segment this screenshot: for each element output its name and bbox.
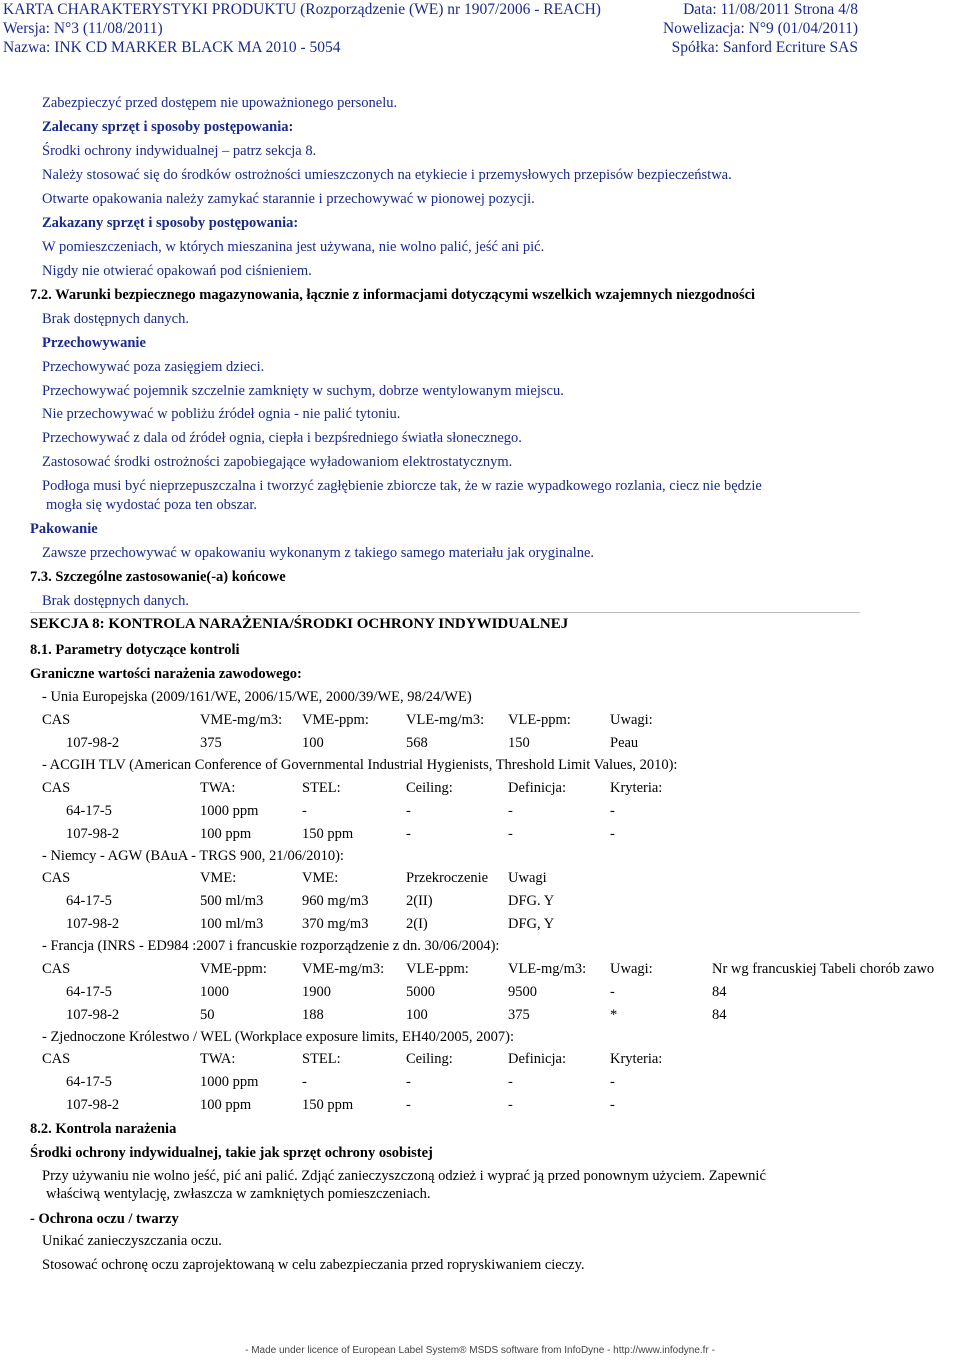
section-separator (30, 612, 860, 613)
revision: Nowelizacja: N°9 (01/04/2011) (662, 20, 858, 37)
cell: 107-98-2 (66, 826, 120, 842)
col-header: VME-mg/m3: (302, 961, 385, 977)
col-header: Ceiling: (406, 1051, 453, 1067)
eyes-title: - Ochrona oczu / twarzy (30, 1211, 179, 1227)
subsection-8-2: 8.2. Kontrola narażenia (30, 1121, 177, 1137)
eu-label: - Unia Europejska (2009/161/WE, 2006/15/WE, 2000/39/WE, 98/24/WE) (42, 689, 472, 705)
cell: 2(I) (406, 916, 428, 932)
col-header: Uwagi: (610, 712, 653, 728)
cell: - (302, 803, 307, 819)
cell: 107-98-2 (66, 1097, 120, 1113)
version: Wersja: N°3 (11/08/2011) (3, 20, 163, 37)
cell: - (406, 1074, 411, 1090)
cell: - (610, 1074, 615, 1090)
subsection-7-2: 7.2. Warunki bezpiecznego magazynowania, łącznie z informacjami dotyczącymi wszelkich wzajemnych niezgodności (30, 287, 756, 303)
date-page: Data: 11/08/2011 Strona 4/8 (683, 1, 858, 18)
cell: 1900 (302, 984, 331, 1000)
fr-label: - Francja (INRS - ED984 :2007 i francuskie rozporządzenie z dn. 30/06/2004): (42, 938, 500, 954)
cell: 100 (406, 1007, 428, 1023)
subheading: Przechowywanie (42, 335, 146, 351)
cell: 84 (712, 984, 727, 1000)
text-line: Przy używaniu nie wolno jeść, pić ani palić. Zdjąć zanieczyszczoną odzież i wyprać ją przed ponownym użyciem. Zapewnić (42, 1168, 766, 1184)
col-header: CAS (42, 780, 71, 796)
text-line: Przechowywać pojemnik szczelnie zamknięty w suchym, dobrze wentylowanym miejscu. (42, 383, 564, 399)
cell: 150 ppm (302, 1097, 354, 1113)
col-header: CAS (42, 870, 71, 886)
col-header: STEL: (302, 1051, 341, 1067)
cell: 1000 (200, 984, 229, 1000)
cell: - (508, 803, 513, 819)
subsection-8-1: 8.1. Parametry dotyczące kontroli (30, 642, 240, 658)
limits-title: Graniczne wartości narażenia zawodowego: (30, 666, 302, 682)
cell: 64-17-5 (66, 893, 112, 909)
text-line: Nie przechowywać w pobliżu źródeł ognia - nie palić tytoniu. (42, 406, 401, 422)
cell: - (406, 803, 411, 819)
text-line: Brak dostępnych danych. (42, 311, 189, 327)
cell: - (610, 1097, 615, 1113)
col-header: Definicja: (508, 1051, 566, 1067)
text-line: Zastosować środki ostrożności zapobiegające wyładowaniom elektrostatycznym. (42, 454, 513, 470)
cell: 100 ppm (200, 1097, 252, 1113)
doc-title: KARTA CHARAKTERYSTYKI PRODUKTU (Rozporządzenie (WE) nr 1907/2006 - REACH) (3, 1, 601, 18)
cell: * (610, 1007, 618, 1023)
text-line: mogła się wydostać poza ten obszar. (46, 497, 257, 513)
col-header: VLE-mg/m3: (406, 712, 485, 728)
subheading: Zakazany sprzęt i sposoby postępowania: (42, 215, 299, 231)
col-header: Kryteria: (610, 1051, 663, 1067)
cell: - (508, 1097, 513, 1113)
text-line: Unikać zanieczyszczania oczu. (42, 1233, 222, 1249)
cell: 150 ppm (302, 826, 354, 842)
cell: 64-17-5 (66, 984, 112, 1000)
col-header: TWA: (200, 1051, 236, 1067)
col-header: VME-ppm: (200, 961, 267, 977)
text-line: właściwą wentylację, zwłaszcza w zamkniętych pomieszczeniach. (46, 1186, 431, 1202)
text-line: Otwarte opakowania należy zamykać starannie i przechowywać w pionowej pozycji. (42, 191, 535, 207)
text-line: Należy stosować się do środków ostrożności umieszczonych na etykiecie i przemysłowych przepisów bezpieczeństwa. (42, 167, 732, 183)
col-header: VME: (302, 870, 339, 886)
footer-note: - Made under licence of European Label System® MSDS software from InfoDyne - http://www.infodyne.fr - (245, 1345, 715, 1356)
col-header: VLE-ppm: (406, 961, 469, 977)
cell: 64-17-5 (66, 803, 112, 819)
col-header: Uwagi (508, 870, 547, 886)
cell: 150 (508, 735, 530, 751)
col-header: Definicja: (508, 780, 566, 796)
cell: 5000 (406, 984, 435, 1000)
cell: Peau (610, 735, 639, 751)
cell: 1000 ppm (200, 1074, 259, 1090)
col-header: Uwagi: (610, 961, 653, 977)
cell: - (508, 1074, 513, 1090)
cell: - (610, 826, 615, 842)
cell: 370 mg/m3 (302, 916, 369, 932)
section-8-title: SEKCJA 8: KONTROLA NARAŻENIA/ŚRODKI OCHRONY INDYWIDUALNEJ (30, 616, 569, 632)
col-header: Ceiling: (406, 780, 453, 796)
cell: - (302, 1074, 307, 1090)
cell: - (406, 826, 411, 842)
cell: 64-17-5 (66, 1074, 112, 1090)
col-header: Kryteria: (610, 780, 663, 796)
col-header: VLE-ppm: (508, 712, 571, 728)
uk-label: - Zjednoczone Królestwo / WEL (Workplace exposure limits, EH40/2005, 2007): (42, 1029, 514, 1045)
cell: 568 (406, 735, 428, 751)
text-line: Brak dostępnych danych. (42, 593, 189, 609)
text-line: Zabezpieczyć przed dostępem nie upoważnionego personelu. (42, 95, 398, 111)
col-header: CAS (42, 1051, 71, 1067)
acgih-label: - ACGIH TLV (American Conference of Governmental Industrial Hygienists, Threshold Limit Values, 2010): (42, 757, 678, 773)
cell: 375 (200, 735, 222, 751)
text-line: Nigdy nie otwierać opakowań pod ciśnieniem. (42, 263, 312, 279)
text-line: Przechowywać poza zasięgiem dzieci. (42, 359, 265, 375)
cell: 100 (302, 735, 324, 751)
cell: 188 (302, 1007, 324, 1023)
text-line: Stosować ochronę oczu zaprojektowaną w celu zabezpieczania przed ropryskiwaniem cieczy. (42, 1257, 585, 1273)
cell: 2(II) (406, 893, 433, 909)
cell: - (610, 803, 615, 819)
cell: DFG. Y (508, 893, 555, 909)
cell: 50 (200, 1007, 215, 1023)
text-line: Środki ochrony indywidualnej – patrz sekcja 8. (42, 143, 317, 159)
col-header: TWA: (200, 780, 236, 796)
col-header: VME: (200, 870, 237, 886)
text-line: Podłoga musi być nieprzepuszczalna i tworzyć zagłębienie zbiorcze tak, że w razie wypadkowego rozlania, ciecz nie będzie (42, 478, 762, 494)
cell: 84 (712, 1007, 727, 1023)
de-label: - Niemcy - AGW (BAuA - TRGS 900, 21/06/2010): (42, 848, 344, 864)
col-header: STEL: (302, 780, 341, 796)
text-line: Zawsze przechowywać w opakowaniu wykonanym z takiego samego materiału jak oryginalne. (42, 545, 595, 561)
text-line: Przechowywać z dala od źródeł ognia, ciepła i bezpśredniego światła słonecznego. (42, 430, 522, 446)
cell: - (406, 1097, 411, 1113)
col-header: CAS (42, 961, 71, 977)
fr-header-row (0, 961, 960, 981)
text-line: W pomieszczeniach, w których mieszanina jest używana, nie wolno palić, jeść ani pić. (42, 239, 545, 255)
col-header: Przekroczenie (406, 870, 489, 886)
cell: 1000 ppm (200, 803, 259, 819)
subheading: Pakowanie (30, 521, 98, 537)
product-name: Nazwa: INK CD MARKER BLACK MA 2010 - 5054 (3, 39, 341, 56)
subheading: Zalecany sprzęt i sposoby postępowania: (42, 119, 294, 135)
cell: 107-98-2 (66, 1007, 120, 1023)
cell: 100 ml/m3 (200, 916, 264, 932)
ppe-title: Środki ochrony indywidualnej, takie jak sprzęt ochrony osobistej (30, 1145, 433, 1161)
cell: 960 mg/m3 (302, 893, 369, 909)
col-header: Nr wg francuskiej Tabeli chorób zawo (712, 961, 935, 977)
col-header: CAS (42, 712, 71, 728)
company: Spółka: Sanford Ecriture SAS (671, 39, 858, 56)
cell: DFG, Y (508, 916, 555, 932)
cell: 107-98-2 (66, 916, 120, 932)
col-header: VME-ppm: (302, 712, 369, 728)
cell: 500 ml/m3 (200, 893, 264, 909)
cell: 375 (508, 1007, 530, 1023)
subsection-7-3: 7.3. Szczególne zastosowanie(-a) końcowe (30, 569, 286, 585)
document-header (0, 0, 960, 56)
cell: - (508, 826, 513, 842)
col-header: VME-mg/m3: (200, 712, 283, 728)
col-header: VLE-mg/m3: (508, 961, 587, 977)
cell: 100 ppm (200, 826, 252, 842)
cell: 9500 (508, 984, 537, 1000)
cell: 107-98-2 (66, 735, 120, 751)
cell: - (610, 984, 615, 1000)
